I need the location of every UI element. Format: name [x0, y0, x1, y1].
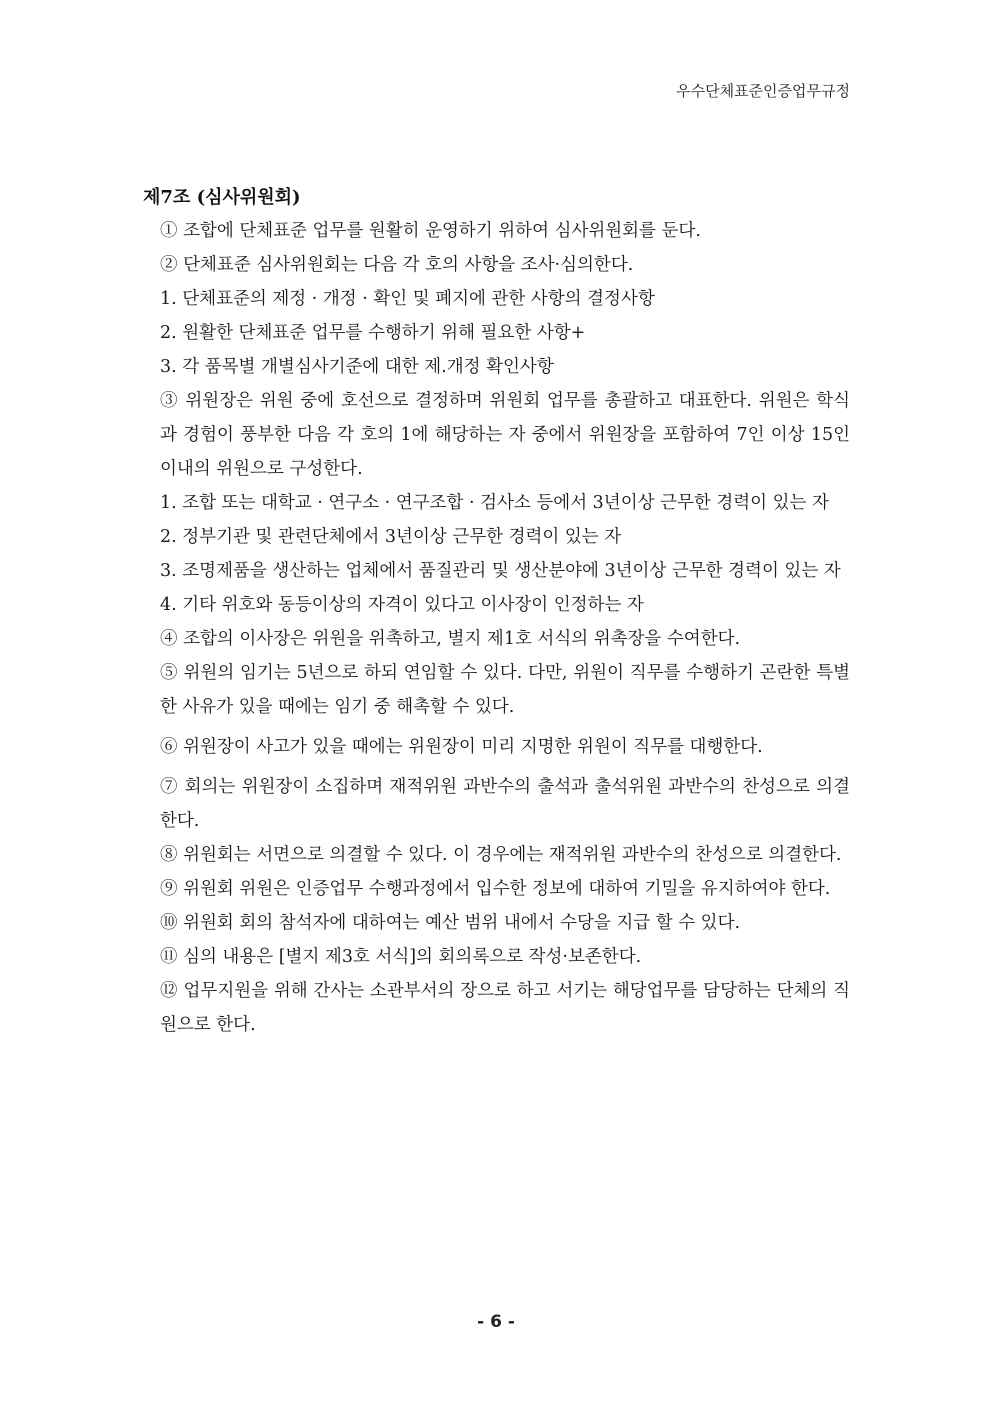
article-body [160, 214, 850, 1042]
paragraph-6: ⑥ 위원장이 사고가 있을 때에는 위원장이 미리 지명한 위원이 직무를 대행한다. [160, 737, 763, 757]
page-number: - 6 - [477, 1312, 515, 1332]
paragraph-3-item-3: 3. 조명제품을 생산하는 업체에서 품질관리 및 생산분야에 3년이상 근무한 경력이 있는 자 [160, 561, 841, 581]
paragraph-4: ④ 조합의 이사장은 위원을 위촉하고, 별지 제1호 서식의 위촉장을 수여한다. [160, 629, 741, 649]
paragraph-2-item-1: 1. 단체표준의 제정 · 개정 · 확인 및 폐지에 관한 사항의 결정사항 [160, 289, 655, 309]
paragraph-11: ⑪ 심의 내용은 [별지 제3호 서식]의 회의록으로 작성·보존한다. [160, 947, 642, 967]
document-header-title: 우수단체표준인증업무규정 [676, 82, 850, 100]
paragraph-12: ⑫ 업무지원을 위해 간사는 소관부서의 장으로 하고 서기는 해당업무를 담당하는 단체의 직원으로 한다. [160, 981, 850, 1035]
paragraph-3-item-4: 4. 기타 위호와 동등이상의 자격이 있다고 이사장이 인정하는 자 [160, 595, 644, 615]
paragraph-3-item-1: 1. 조합 또는 대학교 · 연구소 · 연구조합 · 검사소 등에서 3년이상 근무한 경력이 있는 자 [160, 493, 829, 513]
paragraph-2-item-3: 3. 각 품목별 개별심사기준에 대한 제.개정 확인사항 [160, 357, 554, 377]
paragraph-3: ③ 위원장은 위원 중에 호선으로 결정하며 위원회 업무를 총괄하고 대표한다. 위원은 학식과 경험이 풍부한 다음 각 호의 1에 해당하는 자 중에서 위원장을 포함하여 7인 이상 15인 이내의 위원으로 구성한다. [160, 391, 850, 479]
paragraph-3-item-2: 2. 정부기관 및 관련단체에서 3년이상 근무한 경력이 있는 자 [160, 527, 622, 547]
paragraph-10: ⑩ 위원회 회의 참석자에 대하여는 예산 범위 내에서 수당을 지급 할 수 있다. [160, 913, 741, 933]
article-title: 제7조 (심사위원회) [143, 187, 301, 208]
paragraph-5: ⑤ 위원의 임기는 5년으로 하되 연임할 수 있다. 다만, 위원이 직무를 수행하기 곤란한 특별한 사유가 있을 때에는 임기 중 해촉할 수 있다. [160, 663, 850, 717]
paragraph-9: ⑨ 위원회 위원은 인증업무 수행과정에서 입수한 정보에 대하여 기밀을 유지하여야 한다. [160, 879, 831, 899]
paragraph-8: ⑧ 위원회는 서면으로 의결할 수 있다. 이 경우에는 재적위원 과반수의 찬성으로 의결한다. [160, 845, 842, 865]
paragraph-1: ① 조합에 단체표준 업무를 원활히 운영하기 위하여 심사위원회를 둔다. [160, 221, 701, 241]
paragraph-2-item-2: 2. 원활한 단체표준 업무를 수행하기 위해 필요한 사항+ [160, 323, 586, 343]
paragraph-2: ② 단체표준 심사위원회는 다음 각 호의 사항을 조사·심의한다. [160, 255, 634, 275]
paragraph-7: ⑦ 회의는 위원장이 소집하며 재적위원 과반수의 출석과 출석위원 과반수의 찬성으로 의결한다. [160, 777, 850, 831]
